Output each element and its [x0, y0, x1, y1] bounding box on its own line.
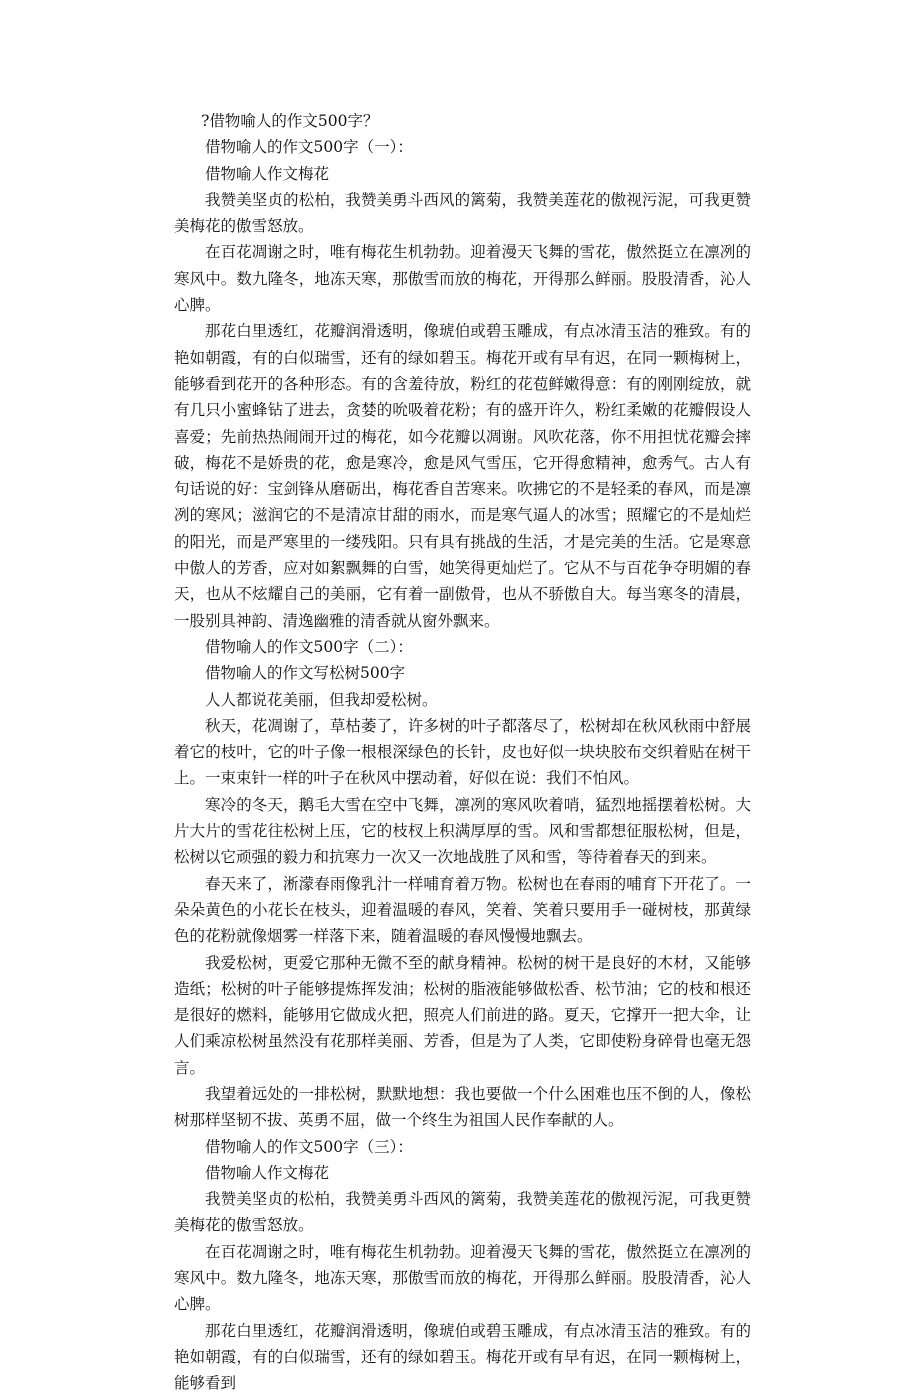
paragraph: 我赞美坚贞的松柏，我赞美勇斗西风的篱菊，我赞美莲花的傲视污泥，可我更赞美梅花的傲雪怒放。: [174, 1190, 751, 1235]
paragraph: 春天来了，淅濛春雨像乳汁一样哺育着万物。松树也在春雨的哺育下开花了。一朵朵黄色的小花长在枝头，迎着温暖的春风，笑着、笑着只要用手一碰树枝，那黄绿色的花粉就像烟雾一样落下来，随着温暖的春风慢慢地飘去。: [174, 874, 751, 946]
paragraph: 我赞美坚贞的松柏，我赞美勇斗西风的篱菊，我赞美莲花的傲视污泥，可我更赞美梅花的傲雪怒放。: [174, 190, 751, 236]
paragraph: 秋天，花凋谢了，草枯萎了，许多树的叶子都落尽了，松树却在秋风秋雨中舒展着它的枝叶，它的叶子像一根根深绿色的长针，皮也好似一块块胶布交织着贴在树干上。一束束针一样的叶子在秋风中摆动着，好似在说：我们不怕风。: [174, 716, 751, 788]
paragraph: 我爱松树，更爱它那种无微不至的献身精神。松树的树干是良好的木材，又能够造纸；松树的叶子能够提炼挥发油；松树的脂液能够做松香、松节油；它的枝和根还是很好的燃料，能够用它做成火把，照亮人们前进的路。夏天，它撑开一把大伞，让人们乘凉松树虽然没有花那样美丽、芳香，但是为了人类，它即使粉身碎骨也毫无怨言。: [174, 953, 751, 1077]
essay-title-3: 借物喻人作文梅花: [205, 1163, 330, 1182]
paragraph: 人人都说花美丽，但我却爱松树。: [205, 690, 438, 709]
section-heading-1: 借物喻人的作文500字（一）：: [205, 138, 413, 157]
paragraph: 那花白里透红，花瓣润滑透明，像琥伯或碧玉雕成，有点冰清玉洁的雅致。有的艳如朝霞，有的白似瑞雪，还有的绿如碧玉。梅花开或有早有迟，在同一颗梅树上，能够看到: [174, 1321, 751, 1393]
paragraph: 在百花凋谢之时，唯有梅花生机勃勃。迎着漫天飞舞的雪花，傲然挺立在凛冽的寒风中。数九隆冬，地冻天寒，那傲雪而放的梅花，开得那么鲜丽。股股清香，沁人心脾。: [174, 1242, 751, 1314]
section-heading-3: 借物喻人的作文500字（三）：: [205, 1137, 413, 1156]
document-body: [174, 108, 751, 1397]
essay-title-1: 借物喻人作文梅花: [205, 164, 330, 183]
document-title: ?借物喻人的作文500字？: [201, 112, 379, 130]
paragraph: 在百花凋谢之时，唯有梅花生机勃勃。迎着漫天飞舞的雪花，傲然挺立在凛冽的寒风中。数九隆冬，地冻天寒，那傲雪而放的梅花，开得那么鲜丽。股股清香，沁人心脾。: [174, 243, 751, 315]
section-heading-2: 借物喻人的作文500字（二）：: [205, 637, 413, 656]
paragraph: 那花白里透红，花瓣润滑透明，像琥伯或碧玉雕成，有点冰清玉洁的雅致。有的艳如朝霞，有的白似瑞雪，还有的绿如碧玉。梅花开或有早有迟，在同一颗梅树上，能够看到花开的各种形态。有的含羞待放，粉红的花苞鲜嫩得意：有的刚刚绽放，就有几只小蜜蜂钻了进去，贪婪的吮吸着花粉；有的盛开许久，粉红柔嫩的花瓣假设人喜爱；先前热热闹闹开过的梅花，如今花瓣以凋谢。风吹花落，你不用担忧花瓣会摔破，梅花不是娇贵的花，愈是寒冷，愈是风气雪压，它开得愈精神，愈秀气。古人有句话说的好：宝剑锋从磨砺出，梅花香自苦寒来。吹拂它的不是轻柔的春风，而是凛冽的寒风；滋润它的不是清凉甘甜的雨水，而是寒气逼人的冰雪；照耀它的不是灿烂的阳光，而是严寒里的一缕残阳。只有具有挑战的生活，才是完美的生活。它是寒意中傲人的芳香，应对如絮飘舞的白雪，她笑得更灿烂了。它从不与百花争夺明媚的春天，也从不炫耀自己的美丽，它有着一副傲骨，也从不骄傲自大。每当寒冬的清晨，一股别具神韵、清逸幽雅的清香就从窗外飘来。: [174, 322, 751, 630]
essay-title-2: 借物喻人的作文写松树500字: [205, 664, 406, 683]
paragraph: 寒冷的冬天，鹅毛大雪在空中飞舞，凛冽的寒风吹着哨，猛烈地摇摆着松树。大片大片的雪花往松树上压，它的枝杈上积满厚厚的雪。风和雪都想征服松树，但是，松树以它顽强的毅力和抗寒力一次又一次地战胜了风和雪，等待着春天的到来。: [174, 795, 751, 867]
paragraph: 我望着远处的一排松树，默默地想：我也要做一个什么困难也压不倒的人，像松树那样坚韧不拔、英勇不屈，做一个终生为祖国人民作奉献的人。: [174, 1084, 751, 1130]
